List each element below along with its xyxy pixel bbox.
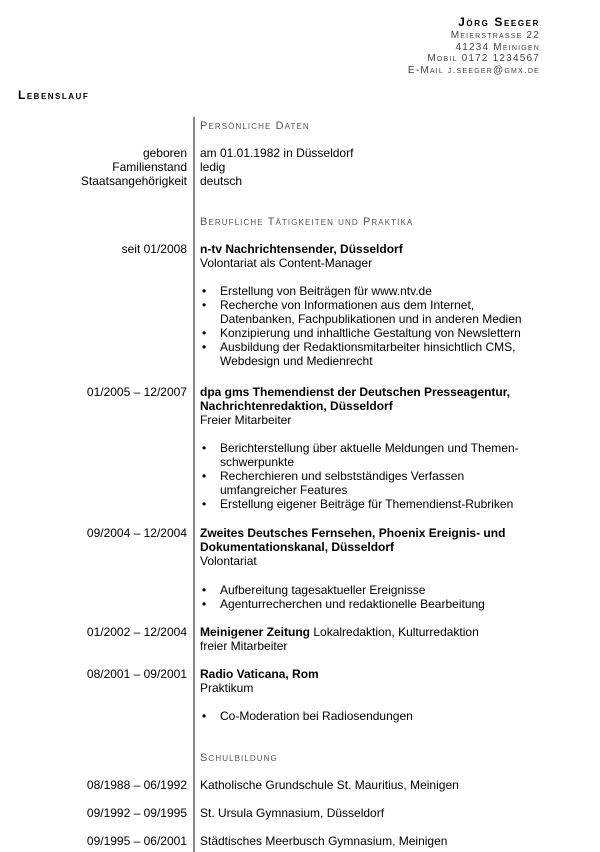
label-nationality: Staatsangehörigkeit (80, 174, 187, 188)
school-date: 09/1992 – 09/1995 (86, 806, 187, 820)
phone-number: Mobil 0172 1234567 (427, 53, 540, 64)
school-date: 08/1988 – 06/1992 (86, 778, 187, 792)
value-nationality: deutsch (200, 174, 243, 188)
job-bullet-list (200, 583, 540, 611)
job-role: Volontariat als Content-Manager (200, 256, 373, 270)
job-bullet-list (200, 441, 540, 511)
list-item: • Recherche von Informationen aus dem Internet, Datenbanken, Fachpublikationen und in anderen Medien (200, 298, 540, 326)
vertical-divider (193, 117, 195, 852)
list-item: • Recherchieren und selbstständiges Verfassen umfangreicher Features (200, 469, 540, 497)
job-bullet-list (200, 284, 540, 368)
list-item: • Agenturrecherchen und redaktionelle Bearbeitung (200, 597, 540, 611)
job-role: freier Mitarbeiter (200, 639, 288, 653)
job-role: Freier Mitarbeiter (200, 413, 292, 427)
section-heading-school: Schulbildung (200, 752, 278, 764)
job-date: 09/2004 – 12/2004 (86, 526, 187, 540)
list-item: • Berichterstellung über aktuelle Meldungen und Themen-schwerpunkte (200, 441, 540, 469)
list-item: • Co-Moderation bei Radiosendungen (200, 709, 540, 723)
value-marital-status: ledig (200, 160, 226, 174)
job-date: 01/2002 – 12/2004 (86, 625, 187, 639)
list-item: • Ausbildung der Redaktionsmitarbeiter hinsichtlich CMS, Webdesign und Medienrecht (200, 340, 540, 368)
job-organisation: Radio Vaticana, Rom (200, 667, 319, 681)
label-marital-status: Familienstand (112, 160, 187, 174)
list-item: • Konzipierung und inhaltliche Gestaltung von Newslettern (200, 326, 540, 340)
job-role: Praktikum (200, 681, 254, 695)
value-birth: am 01.01.1982 in Düsseldorf (200, 146, 354, 160)
job-date: 08/2001 – 09/2001 (86, 667, 187, 681)
section-heading-jobs: Berufliche Tätigkeiten und Praktika (200, 216, 414, 228)
list-item: • Erstellung eigener Beiträge für Themendienst-Rubriken (200, 497, 540, 511)
job-departments: Lokalredaktion, Kulturredaktion (310, 625, 479, 639)
job-organisation-line (200, 625, 540, 639)
section-heading-personal: Persönliche Daten (200, 120, 310, 132)
label-birth: geboren (142, 146, 187, 160)
contact-header (408, 14, 540, 76)
job-date: 01/2005 – 12/2007 (86, 385, 187, 399)
school-name: Katholische Grundschule St. Mauritius, Meinigen (200, 778, 459, 792)
job-date: seit 01/2008 (121, 242, 187, 256)
job-organisation: dpa gms Themendienst der Deutschen Presseagentur, Nachrichtenredaktion, Düsseldorf (200, 385, 511, 413)
city-address: 41234 Meinigen (455, 41, 540, 53)
school-name: Städtisches Meerbusch Gymnasium, Meinigen (200, 834, 448, 848)
job-bullet-list (200, 709, 540, 723)
list-item: • Erstellung von Beiträgen für www.ntv.de (200, 284, 540, 298)
school-name: St. Ursula Gymnasium, Düsseldorf (200, 806, 385, 820)
job-organisation: n-tv Nachrichtensender, Düsseldorf (200, 242, 403, 256)
job-organisation: Meinigener Zeitung (200, 625, 311, 639)
job-role: Volontariat (200, 554, 257, 568)
document-title: Lebenslauf (18, 88, 90, 102)
list-item: • Aufbereitung tagesaktueller Ereignisse (200, 583, 540, 597)
applicant-name: Jörg Seeger (458, 15, 540, 29)
job-organisation: Zweites Deutsches Fernsehen, Phoenix Ereignis- und Dokumentationskanal, Düsseldorf (200, 526, 506, 554)
street-address: Meierstrasse 22 (450, 30, 540, 41)
email-address: E-Mail j.seeger@gmx.de (407, 64, 540, 76)
school-date: 09/1995 – 06/2001 (86, 834, 187, 848)
